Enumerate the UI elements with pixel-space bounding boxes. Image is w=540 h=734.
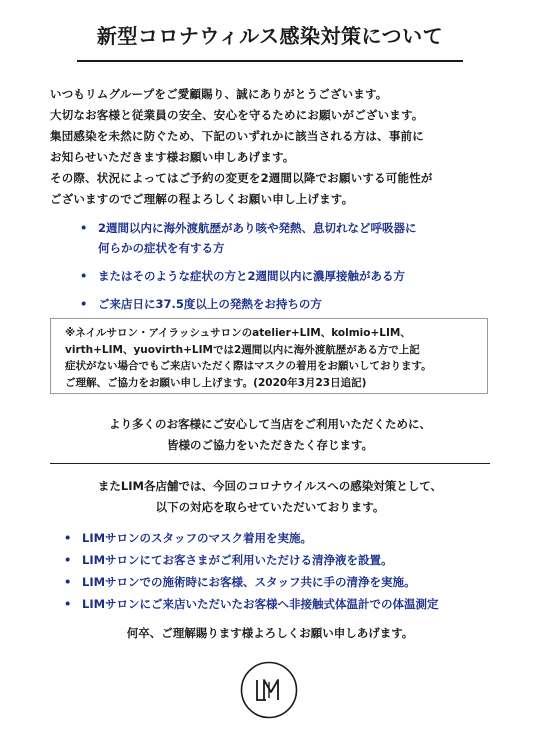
criteria-item: [78, 266, 498, 286]
note-line: ご理解、ご協力をお願い申し上げます。(2020年3月23日追記): [65, 376, 367, 389]
closing-line: より多くのお客様にご安心して当店をご利用いただくために、: [109, 417, 431, 431]
intro-line: その際、状況によってはご予約の変更を2週間以降でお願いする可能性が: [50, 171, 433, 185]
criteria-item: [78, 218, 498, 258]
section-divider: [50, 463, 490, 464]
criteria-list: [78, 218, 498, 322]
intro-line: お知らせいただきます様お願い申しあげます。: [50, 150, 295, 164]
measures-list: [62, 528, 512, 616]
note-line: 症状がない場合でもご来店いただく際はマスクの着用をお願いしております。: [65, 360, 432, 372]
measures-intro-line: 以下の対応を取らせていただいております。: [155, 500, 385, 514]
criteria-item-line: • またはそのような症状の方と2週間以内に濃厚接触がある方: [98, 269, 405, 283]
measure-item-text: LIMサロンにご来店いただいたお客様へ非接触式体温計での体温測定: [82, 597, 439, 611]
title-underline: [77, 60, 463, 62]
note-box: [50, 318, 488, 394]
closing-line: 皆様のご協力をいただきたく存じます。: [166, 438, 374, 452]
final-message: [0, 623, 540, 644]
criteria-item-line: • 2週間以内に海外渡航歴があり咳や発熱、息切れなど呼吸器に: [98, 221, 417, 235]
measures-intro: [0, 476, 540, 518]
criteria-item: [78, 294, 498, 314]
closing-message: [0, 414, 540, 456]
criteria-item-line: 何らかの症状を有する方: [98, 241, 225, 255]
measure-item: [62, 528, 512, 548]
note-line: virth+LIM、yuovirth+LIMでは2週間以内に海外渡航歴がある方で上記: [65, 343, 420, 356]
page-title: 新型コロナウィルス感染対策について: [96, 24, 444, 48]
intro-line: 集団感染を未然に防ぐため、下記のいずれかに該当される方は、事前に: [50, 129, 424, 143]
measures-intro-line: またLIM各店舗では、今回のコロナウイルスへの感染対策として、: [97, 479, 443, 493]
measure-item: [62, 572, 512, 592]
intro-line: いつもリムグループをご愛顧賜り、誠にありがとうございます。: [50, 87, 388, 101]
measure-item: [62, 594, 512, 614]
measure-item-text: LIMサロンでの施術時にお客様、スタッフ共に手の清浄を実施。: [82, 575, 416, 589]
measure-item: [62, 550, 512, 570]
measure-item-text: LIMサロンのスタッフのマスク着用を実施。: [82, 531, 313, 545]
note-line: ※ネイルサロン・アイラッシュサロンのatelier+LIM、kolmio+LIM、: [65, 327, 411, 339]
intro-line: 大切なお客様と従業員の安全、安心を守るためにお願いがございます。: [50, 108, 424, 122]
lim-logo-icon: [240, 661, 298, 719]
intro-line: ございますのでご理解の程よろしくお願い申し上げます。: [50, 192, 354, 206]
final-line: 何卒、ご理解賜ります様よろしくお願い申しあげます。: [126, 626, 414, 640]
intro-paragraph: [50, 84, 510, 210]
measure-item-text: LIMサロンにてお客さまがご利用いただける清浄液を設置。: [82, 553, 393, 567]
criteria-item-line: • ご来店日に37.5度以上の発熱をお持ちの方: [98, 297, 322, 311]
